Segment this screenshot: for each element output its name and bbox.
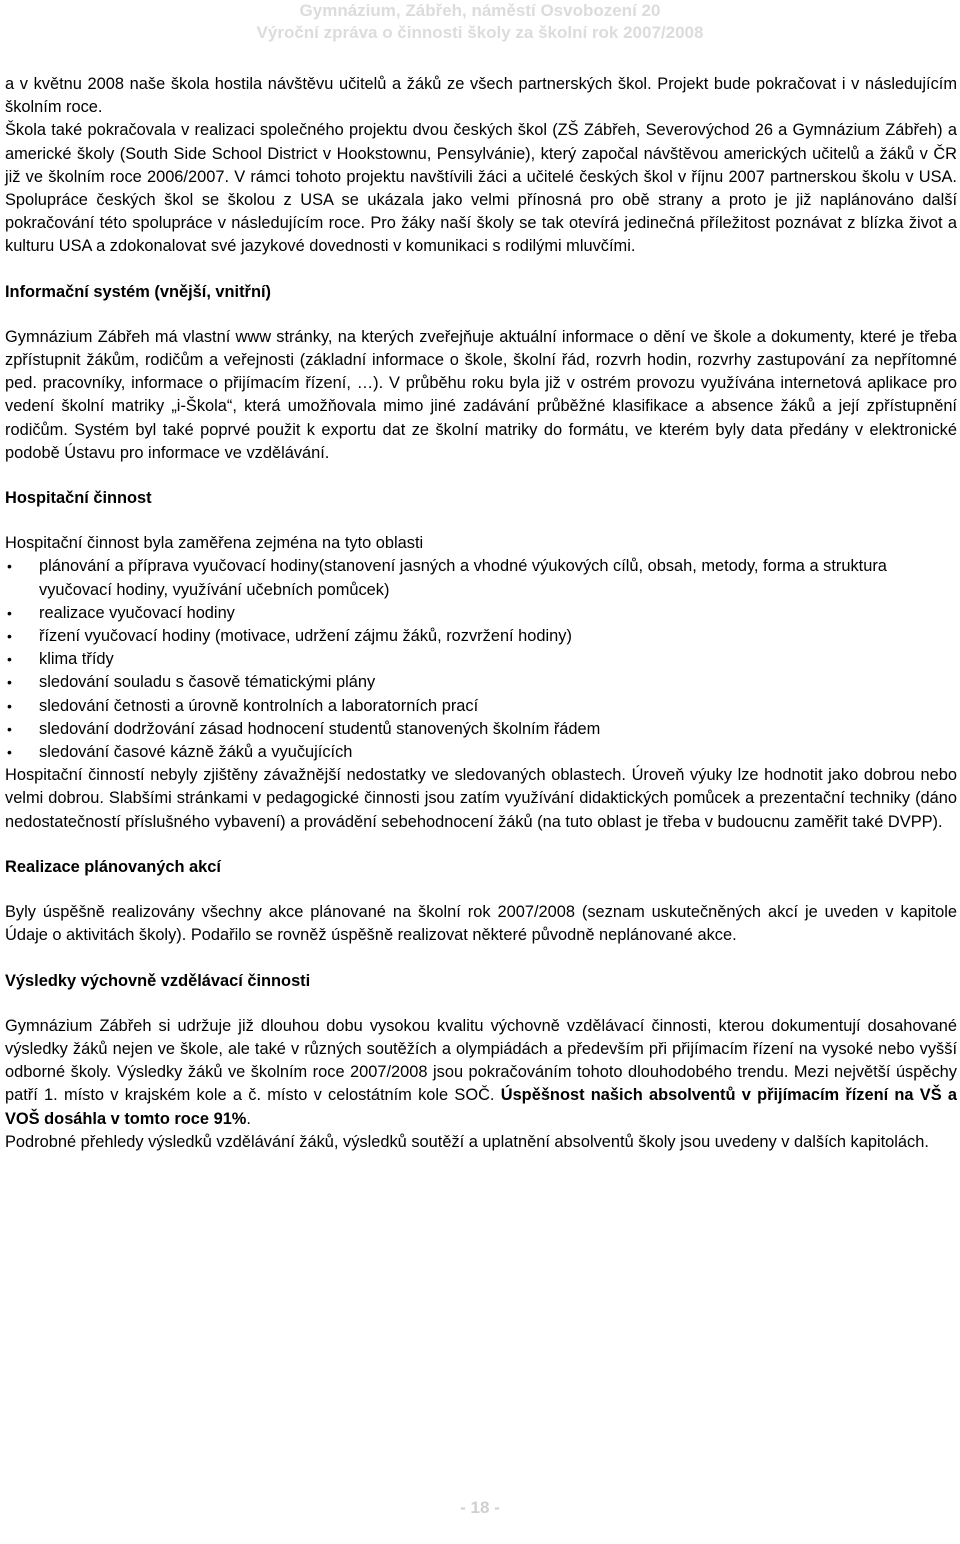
bullet-icon: •	[7, 604, 12, 621]
akce-paragraph: Byly úspěšně realizovány všechny akce plánované na školní rok 2007/2008 (seznam uskutečněných akcí je uveden v kapitole Údaje o aktivitách školy). Podařilo se rovněž úspěšně realizovat některé původně neplánované akce.	[5, 903, 957, 945]
vysledky-paragraph-2: Podrobné přehledy výsledků vzdělávání žáků, výsledků soutěží a uplatnění absolventů školy jsou uvedeny v dalších kapitolách.	[5, 1132, 929, 1151]
list-item: • řízení vyučovací hodiny (motivace, udržení zájmu žáků, rozvržení hodiny)	[5, 625, 957, 648]
list-item: • sledování četnosti a úrovně kontrolních a laboratorních prací	[5, 695, 957, 718]
intro-paragraph-1: a v květnu 2008 naše škola hostila návštěvu učitelů a žáků ze všech partnerských škol. Projekt bude pokračovat i v následujícím školním roce.	[5, 75, 957, 117]
bullet-icon: •	[7, 744, 12, 761]
intro-paragraph-2: Škola také pokračovala v realizaci společného projektu dvou českých škol (ZŠ Zábřeh, Severovýchod 26 a Gymnázium Zábřeh) a americké školy (South Side School District v Hookstownu, Pensylvánie), který započal návštěvou amerických učitelů a žáků v ČR již ve školním roce 2006/2007. V rámci tohoto projektu navštívili žáci a učitelé českých škol v říjnu 2007 partnerskou školu v USA. Spolupráce českých škol se školou z USA se ukázala jako velmi přínosná pro obě strany a proto je již naplánováno další pokračování této spolupráce v následujícím roce. Pro žáky naší školy se tak otevírá jedinečná příležitost poznávat z blízka život a kulturu USA a zdokonalovat své jazykové dovednosti v komunikaci s rodilými mluvčími.	[5, 121, 957, 256]
list-item: • sledování souladu s časově tématickými plány	[5, 671, 957, 694]
bullet-icon: •	[7, 651, 12, 668]
list-item: • sledování časové kázně žáků a vyučujících	[5, 741, 957, 764]
bullet-icon: •	[7, 558, 12, 575]
vysledky-paragraph-1: Gymnázium Zábřeh si udržuje již dlouhou dobu vysokou kvalitu výchovně vzdělávací činnosti, kterou dokumentují dosahované výsledky žáků nejen ve škole, ale také v různých soutěžích a olympiádách a především při přijímacím řízení na vysoké nebo vyšší odborné školy. Výsledky žáků ve školním roce 2007/2008 jsou pokračováním tohoto dlouhodobého trendu. Mezi největší úspěchy patří 1. místo v krajském kole a č. místo v celostátním kole SOČ. Úspěšnost našich absolventů v přijímacím řízení na VŠ a VOŠ dosáhla v tomto roce 91%.	[5, 1016, 958, 1128]
bullet-icon: •	[7, 720, 12, 737]
list-item: • plánování a příprava vyučovací hodiny(stanovení jasných a vhodné výukových cílů, obsah, metody, forma a struktura vyučovací hodiny, využívání učebních pomůcek)	[7, 557, 887, 599]
section-heading-akce: Realizace plánovaných akcí	[5, 857, 221, 876]
document-body	[5, 73, 957, 1154]
header-school-name: Gymnázium, Zábřeh, náměstí Osvobození 20	[299, 1, 661, 20]
hospitace-conclusion: Hospitační činností nebyly zjištěny závažnější nedostatky ve sledovaných oblastech. Úroveň výuky lze hodnotit jako dobrou nebo velmi dobrou. Slabšími stránkami v pedagogické činnosti jsou zatím využívání didaktických pomůcek a prezentační techniky (dáno nedostatečností příslušného vybavení) a provádění sebehodnocení žáků (na tuto oblast je třeba v budoucnu zaměřit také DVPP).	[5, 766, 957, 831]
list-item: • klima třídy	[5, 648, 957, 671]
section-heading-vysledky: Výsledky výchovně vzdělávací činnosti	[5, 971, 311, 990]
bullet-icon: •	[7, 674, 12, 691]
bullet-icon: •	[7, 628, 12, 645]
hospitace-intro: Hospitační činnost byla zaměřena zejména na tyto oblasti	[5, 534, 424, 553]
list-item: • realizace vyučovací hodiny	[5, 602, 957, 625]
header-report-title: Výroční zpráva o činnosti školy za školní rok 2007/2008	[256, 23, 704, 42]
list-item: • sledování dodržování zásad hodnocení studentů stanovených školním řádem	[5, 718, 957, 741]
hospitace-list	[5, 555, 957, 764]
page-number: - 18 -	[460, 1498, 500, 1517]
bullet-icon: •	[7, 697, 12, 714]
section-heading-hospitace: Hospitační činnost	[5, 489, 152, 508]
vysledky-highlight: Úspěšnost našich absolventů v přijímacím řízení na VŠ a VOŠ dosáhla v tomto roce 91%	[5, 1086, 958, 1128]
section-heading-info-system: Informační systém (vnější, vnitřní)	[5, 282, 271, 301]
info-system-paragraph: Gymnázium Zábřeh má vlastní www stránky, na kterých zveřejňuje aktuální informace o dění ve škole a dokumenty, které je třeba zpřístupnit žákům, rodičům a veřejnosti (základní informace o škole, školní řád, rozvrh hodin, rozvrhy zastupování za nepřítomné ped. pracovníky, informace o přijímacím řízení, …). V průběhu roku byla již v ostrém provozu využívána internetová aplikace pro vedení školní matriky „i-Škola“, která umožňovala mimo jiné zadávání průběžné klasifikace a absence žáků a její zpřístupnění rodičům. Systém byl také poprvé použit k exportu dat ze školní matriky do formátu, ve kterém byly data předány v elektronické podobě Ústavu pro informace ve vzdělávání.	[5, 327, 957, 462]
